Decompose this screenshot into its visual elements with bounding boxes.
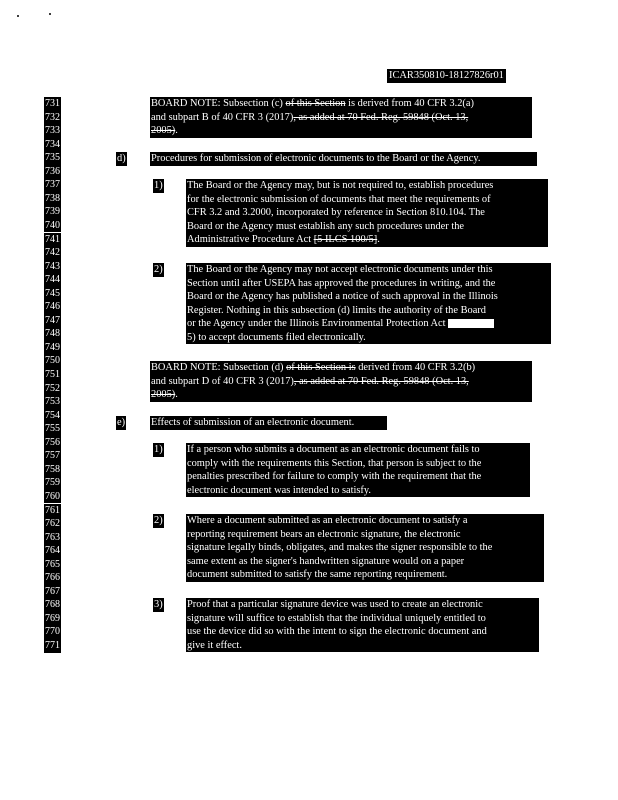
scan-speck xyxy=(17,15,19,17)
line-number: 762 xyxy=(45,518,60,530)
line-number: 765 xyxy=(45,558,60,570)
item-d1-text: The Board or the Agency may, but is not required to, establish procedures for the electronic submission of documents that meet the requirements of CFR 3.2 and 3.2000, incorporated by reference in Section 810.104. The Board or the Agency must establish any such procedures under the Administrative Procedure Act [5 ILCS 100/5]. xyxy=(186,179,548,247)
item-d2-label: 2) xyxy=(154,264,163,275)
subsection-d-label: d) xyxy=(117,153,126,164)
line-number: 750 xyxy=(45,355,60,367)
line-number: 732 xyxy=(45,111,60,123)
line-number: 754 xyxy=(45,409,60,421)
line-number: 770 xyxy=(45,626,60,638)
line-number: 741 xyxy=(45,233,60,245)
item-d2-text: The Board or the Agency may not accept electronic documents under this Section until after USEPA has approved the procedures in writing, and the Board or the Agency has published a notice of such approval in the Illinois Register. Nothing in this subsection (d) limits the authority of the Board or the Agency under the Illinois Environmental Protection Act 5) to accept documents filed electronically. xyxy=(186,263,551,344)
line-number: 766 xyxy=(45,572,60,584)
line-number: 752 xyxy=(45,382,60,394)
line-number: 734 xyxy=(45,138,60,150)
line-number: 737 xyxy=(45,179,60,191)
line-number: 739 xyxy=(45,206,60,218)
line-number: 751 xyxy=(45,369,60,380)
board-note-c: BOARD NOTE: Subsection (c) of this Section is derived from 40 CFR 3.2(a) and subpart B of 40 CFR 3 (2017), as added at 70 Fed. Reg. 59848 (Oct. 13, 2005). xyxy=(150,97,532,138)
redaction-mark xyxy=(448,319,494,328)
line-number: 748 xyxy=(45,328,60,340)
line-number: 733 xyxy=(45,125,60,137)
line-number: 764 xyxy=(45,545,60,557)
item-e2-text: Where a document submitted as an electronic document to satisfy a reporting requirement bears an electronic signature, the electronic signature legally binds, obligates, and makes the signer responsible to the same extent as the signer's handwritten signature would on a paper document submitted to satisfy the same reporting requirement. xyxy=(186,514,544,582)
item-e1-text: If a person who submits a document as an electronic document fails to comply with the requirements this Section, that person is subject to the penalties prescribed for failure to comply with the requirement that the electronic document was intended to satisfy. xyxy=(186,443,530,497)
line-number: 755 xyxy=(45,423,60,435)
line-number: 746 xyxy=(45,301,60,313)
line-number: 743 xyxy=(45,260,60,272)
line-number: 740 xyxy=(45,219,60,231)
item-d1-label: 1) xyxy=(154,180,163,191)
line-number: 742 xyxy=(45,247,60,259)
line-number: 759 xyxy=(45,477,60,489)
line-number: 760 xyxy=(45,490,60,502)
line-number: 735 xyxy=(45,152,60,164)
item-e1-label: 1) xyxy=(154,444,163,455)
board-note-d: BOARD NOTE: Subsection (d) of this Section is derived from 40 CFR 3.2(b) and subpart D of 40 CFR 3 (2017), as added at 70 Fed. Reg. 59848 (Oct. 13, 2005). xyxy=(150,361,532,402)
line-number: 758 xyxy=(45,463,60,475)
line-number: 763 xyxy=(45,531,60,543)
item-e3-text: Proof that a particular signature device was used to create an electronic signature will suffice to establish that the individual uniquely entitled to use the device did so with the intent to sign the electronic document and give it effect. xyxy=(186,598,539,652)
line-number: 757 xyxy=(45,450,60,462)
item-e3-label: 3) xyxy=(154,599,163,610)
line-number: 768 xyxy=(45,599,60,611)
line-number: 753 xyxy=(45,396,60,408)
line-number: 731 xyxy=(45,98,60,109)
line-number: 769 xyxy=(45,612,60,624)
line-number: 738 xyxy=(45,192,60,204)
line-number: 771 xyxy=(45,640,60,651)
scan-speck xyxy=(49,13,51,15)
subsection-d-heading: Procedures for submission of electronic documents to the Board or the Agency. xyxy=(150,152,537,166)
document-id: ICAR350810-18127826r01 xyxy=(389,70,504,81)
line-number: 745 xyxy=(45,287,60,299)
line-number: 744 xyxy=(45,274,60,286)
subsection-e-heading: Effects of submission of an electronic document. xyxy=(150,416,387,430)
line-number: 747 xyxy=(45,314,60,326)
line-number: 749 xyxy=(45,341,60,353)
item-e2-label: 2) xyxy=(154,515,163,526)
subsection-e-label: e) xyxy=(117,417,126,428)
line-number: 761 xyxy=(45,504,60,516)
line-number: 767 xyxy=(45,585,60,597)
line-number: 736 xyxy=(45,165,60,177)
line-number: 756 xyxy=(45,436,60,448)
